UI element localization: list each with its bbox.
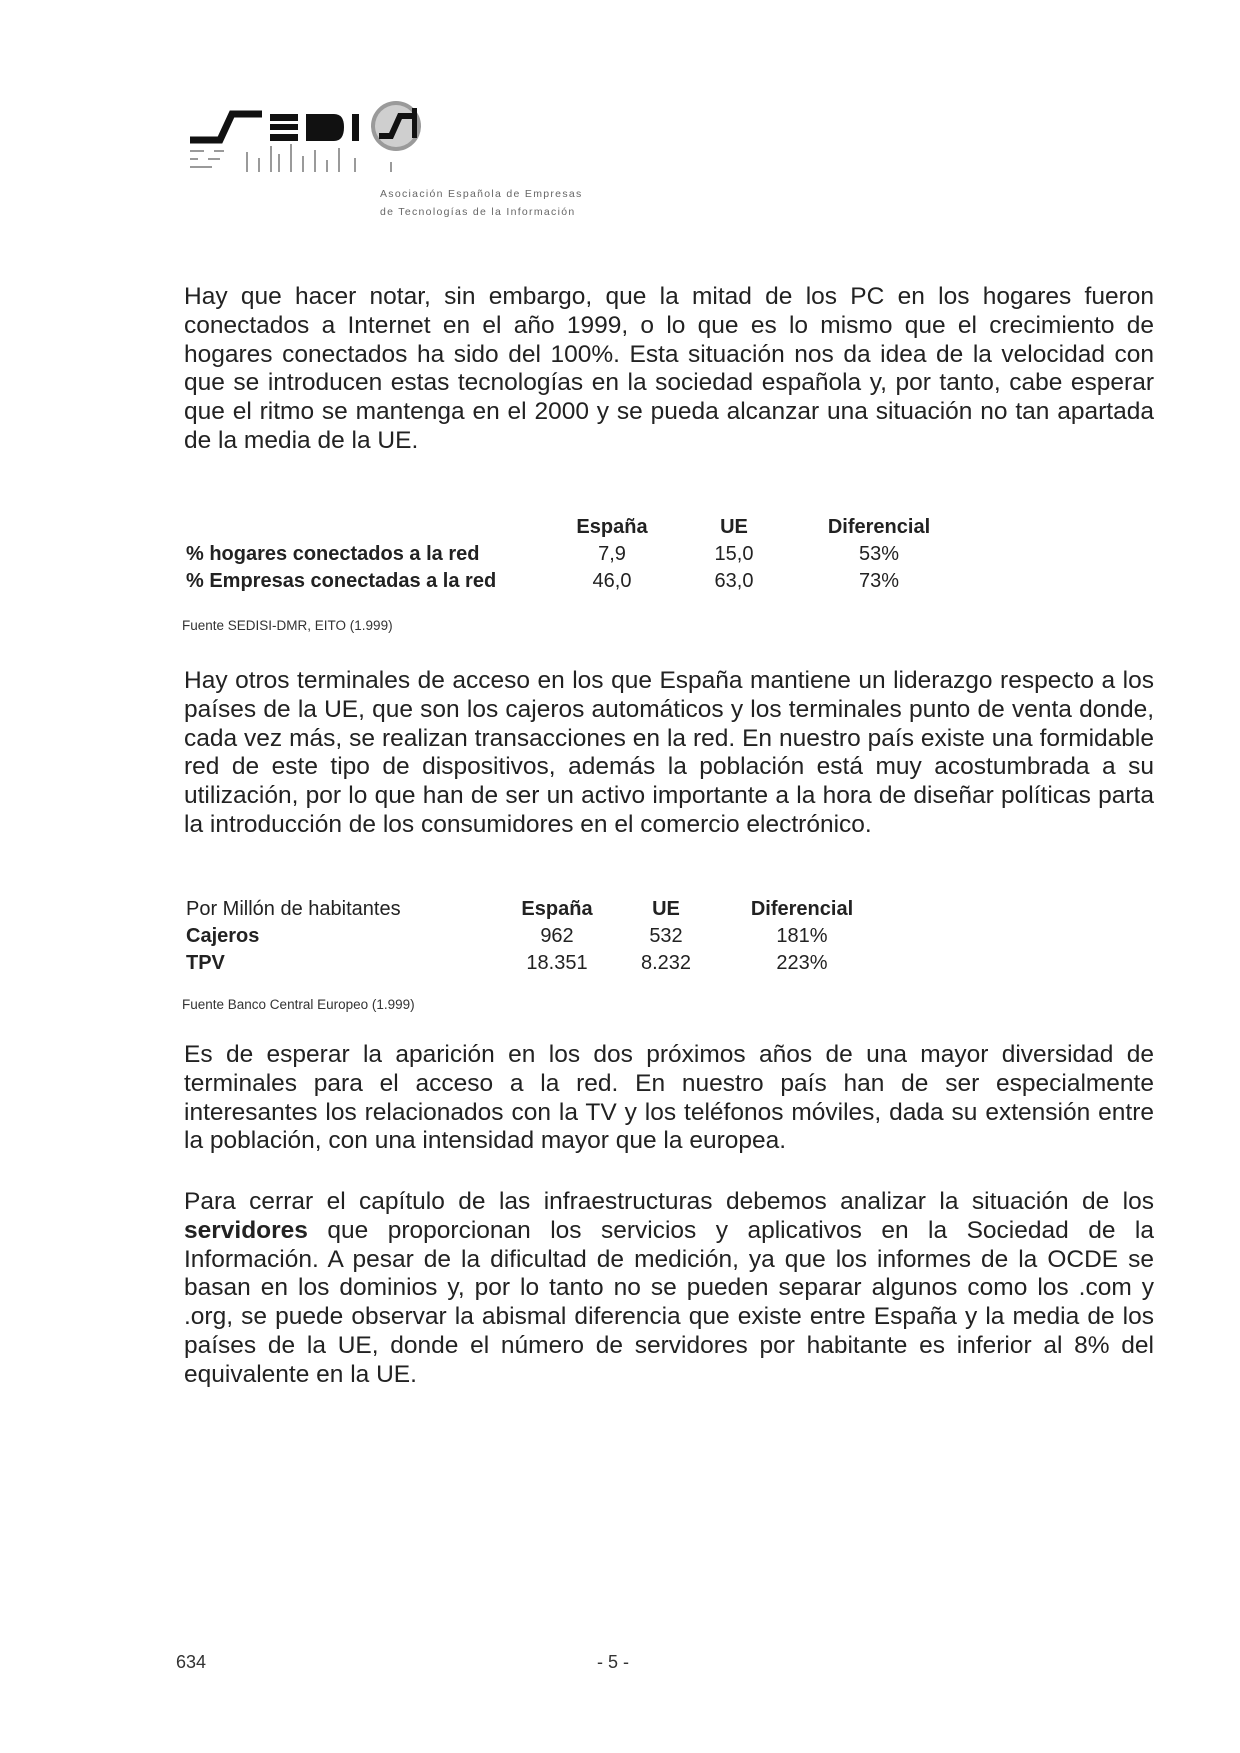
logo-caption-line2: de Tecnologías de la Información — [380, 206, 576, 218]
table-terminals — [186, 896, 882, 977]
table-cell: 53% — [858, 543, 900, 565]
table-cell: 73% — [858, 570, 900, 592]
paragraph-2: Hay otros terminales de acceso en los que España mantiene un liderazgo respecto a los países de la UE, que son los cajeros automáticos y los terminales punto de venta donde, cada vez más, se realizan transacciones en la red. En nuestro país existe una formidable red de este tipo de dispositivos, además la población está muy acostumbrada a su utilización, por lo que han de ser un activo importante a la hora de diseñar políticas parta la introducción de los consumidores en el comercio electrónico. — [184, 667, 1154, 838]
table-cell: 962 — [540, 925, 574, 947]
paragraph-4-text-end: que proporcionan los servicios y aplicativos en la Sociedad de la Información. A pesar de la dificultad de medición, ya que los informes de la OCDE se basan en los dominios y, por lo tanto no se pueden separar algunos como los .com y .org, se puede observar la abismal diferencia que existe entre España y la media de los países de la UE, donde el número de servidores por habitante es inferior al 8% del equivalente en la UE. — [184, 1216, 1154, 1388]
table-cell: 7,9 — [598, 543, 626, 565]
footer-page-number: - 5 - — [597, 1652, 630, 1672]
table-header-row — [186, 514, 964, 541]
row-label: Cajeros — [186, 925, 260, 947]
table-cell: 181% — [776, 925, 828, 947]
table-header-cell: España — [576, 516, 648, 538]
sedisi-logo-mark — [186, 100, 476, 200]
table-header-cell: Diferencial — [827, 516, 931, 538]
table-header-cell: España — [521, 898, 593, 920]
table-cell: 8.232 — [640, 952, 692, 974]
table2-source: Fuente Banco Central Europeo (1.999) — [182, 997, 415, 1012]
table-header-cell: UE — [652, 898, 680, 920]
paragraph-4-bold-term: servidores — [184, 1216, 308, 1244]
row-label: % Empresas conectadas a la red — [186, 570, 497, 592]
paragraph-4-text-start: Para cerrar el capítulo de las infraestructuras debemos analizar la situación de los — [184, 1188, 1154, 1215]
table-row — [186, 568, 964, 595]
paragraph-1: Hay que hacer notar, sin embargo, que la mitad de los PC en los hogares fueron conectados a Internet en el año 1999, o lo que es lo mismo que el crecimiento de hogares conectados ha sido del 100%. Esta situación nos da idea de la velocidad con que se introducen estas tecnologías en la sociedad española y, por tanto, cabe esperar que el ritmo se mantenga en el 2000 y se pueda alcanzar una situación no tan apartada de la media de la UE. — [184, 283, 1154, 454]
footer-doc-number: 634 — [176, 1652, 207, 1672]
table-header-cell: Diferencial — [750, 898, 854, 920]
table-header-cell: UE — [720, 516, 748, 538]
table-row — [186, 541, 964, 568]
table-connected — [186, 514, 964, 595]
row-label: TPV — [186, 952, 225, 974]
table-cell: 223% — [776, 952, 828, 974]
table-header-cell — [186, 514, 550, 541]
table1-source: Fuente SEDISI-DMR, EITO (1.999) — [182, 618, 393, 633]
table-cell: 18.351 — [526, 952, 588, 974]
table-row — [186, 950, 882, 977]
table-cell: 63,0 — [714, 570, 754, 592]
table-header-cell: Por Millón de habitantes — [186, 898, 401, 920]
table-cell: 15,0 — [714, 543, 754, 565]
logo-caption-line1: Asociación Española de Empresas — [380, 188, 583, 200]
table-header-row — [186, 896, 882, 923]
table-row — [186, 923, 882, 950]
paragraph-4 — [184, 1188, 1154, 1390]
paragraph-3: Es de esperar la aparición en los dos próximos años de una mayor diversidad de terminales para el acceso a la red. En nuestro país han de ser especialmente interesantes los relacionados con la TV y los teléfonos móviles, dada su extensión entre la población, con una intensidad mayor que la europea. — [184, 1041, 1154, 1155]
sedisi-logo — [186, 100, 583, 240]
table-cell: 532 — [649, 925, 683, 947]
row-label: % hogares conectados a la red — [186, 543, 480, 565]
table-cell: 46,0 — [592, 570, 632, 592]
